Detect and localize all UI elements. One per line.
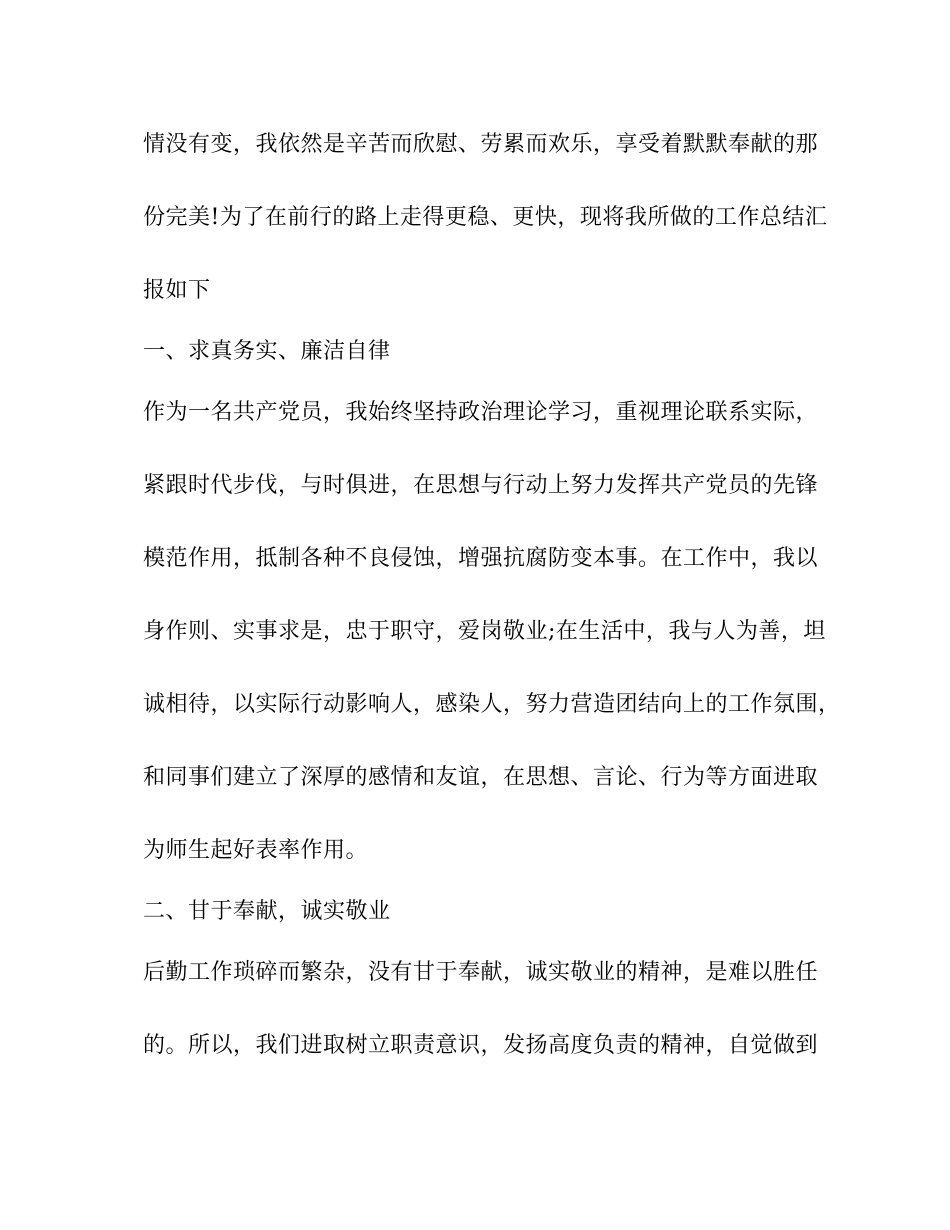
section-heading-2: 二、甘于奉献，诚实敬业 — [143, 899, 391, 924]
text-line: 模范作用，抵制各种不良侵蚀，增强抗腐防变本事。在工作中，我以 — [143, 546, 819, 571]
text-line: 身作则、实事求是，忠于职守，爱岗敬业;在生活中，我与人为善，坦 — [143, 619, 826, 644]
text-line: 份完美!为了在前行的路上走得更稳、更快，现将我所做的工作总结汇 — [143, 205, 828, 230]
text-line: 后勤工作琐碎而繁杂，没有甘于奉献，诚实敬业的精神，是难以胜任 — [143, 960, 819, 985]
text-line: 诚相待，以实际行动影响人，感染人，努力营造团结向上的工作氛围， — [143, 692, 841, 717]
text-line: 情没有变，我依然是辛苦而欣慰、劳累而欢乐，享受着默默奉献的那 — [143, 132, 819, 157]
text-line: 报如下 — [143, 278, 211, 303]
text-line: 紧跟时代步伐，与时俱进，在思想与行动上努力发挥共产党员的先锋 — [143, 473, 819, 498]
text-line: 的。所以，我们进取树立职责意识，发扬高度负责的精神，自觉做到 — [143, 1033, 819, 1058]
text-line: 和同事们建立了深厚的感情和友谊，在思想、言论、行为等方面进取 — [143, 765, 819, 790]
text-line: 为师生起好表率作用。 — [143, 838, 369, 863]
text-line: 作为一名共产党员，我始终坚持政治理论学习，重视理论联系实际， — [143, 400, 819, 425]
section-heading-1: 一、求真务实、廉洁自律 — [143, 339, 391, 364]
